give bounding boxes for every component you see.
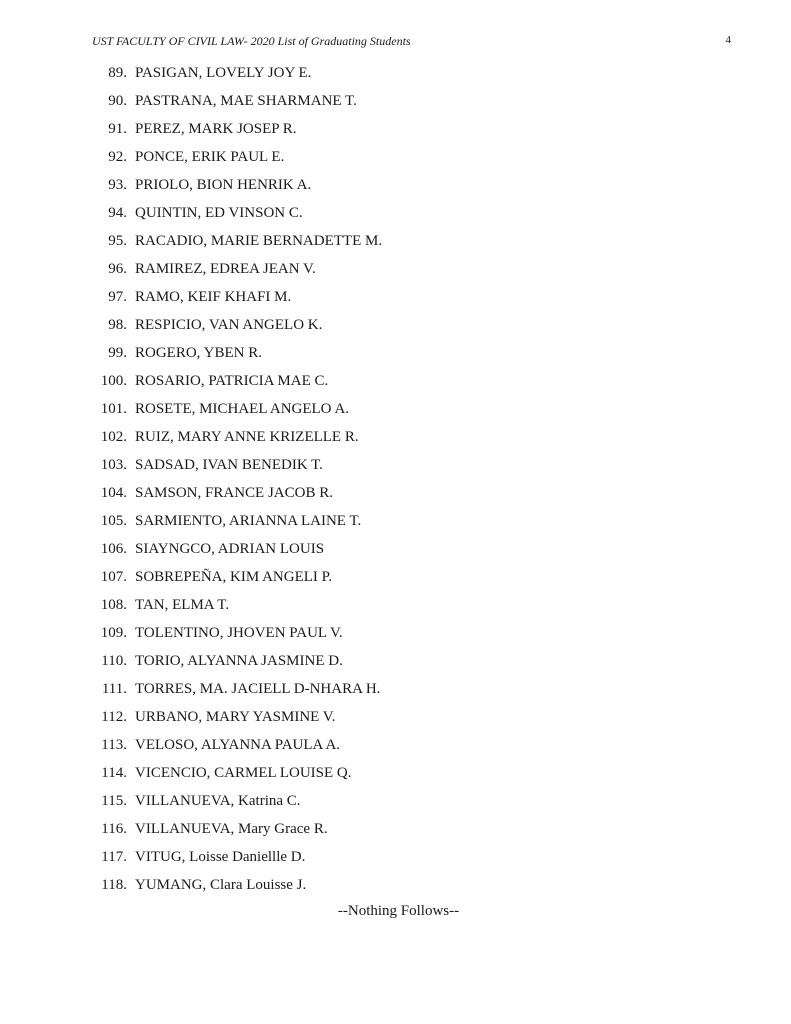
student-name: SARMIENTO, ARIANNA LAINE T.: [135, 513, 362, 529]
list-item: [0, 874, 791, 902]
student-number: 113.: [101, 737, 127, 753]
student-number: 114.: [101, 765, 127, 781]
list-item: [0, 678, 791, 706]
nothing-follows-note: --Nothing Follows--: [337, 903, 460, 919]
list-item: [0, 650, 791, 678]
list-item: [0, 762, 791, 790]
list-item: [0, 566, 791, 594]
student-name: PRIOLO, BION HENRIK A.: [135, 177, 312, 193]
student-name: VILLANUEVA, Mary Grace R.: [135, 821, 328, 837]
student-name: RAMO, KEIF KHAFI M.: [135, 289, 292, 305]
student-name: VILLANUEVA, Katrina C.: [135, 793, 301, 809]
student-number: 116.: [101, 821, 127, 837]
list-item: [0, 342, 791, 370]
student-name: PONCE, ERIK PAUL E.: [135, 149, 285, 165]
student-number: 99.: [108, 345, 127, 361]
student-number: 101.: [100, 401, 127, 417]
list-item: [0, 174, 791, 202]
list-item: [0, 230, 791, 258]
student-name: RACADIO, MARIE BERNADETTE M.: [135, 233, 383, 249]
list-item: [0, 790, 791, 818]
student-name: ROSETE, MICHAEL ANGELO A.: [135, 401, 350, 417]
student-name: PASIGAN, LOVELY JOY E.: [135, 65, 312, 81]
student-name: SADSAD, IVAN BENEDIK T.: [135, 457, 323, 473]
student-list: [0, 62, 791, 902]
list-item: [0, 734, 791, 762]
list-item: [0, 538, 791, 566]
student-name: RUIZ, MARY ANNE KRIZELLE R.: [135, 429, 359, 445]
student-name: PEREZ, MARK JOSEP R.: [135, 121, 297, 137]
student-number: 102.: [100, 429, 127, 445]
student-number: 103.: [100, 457, 127, 473]
student-number: 105.: [100, 513, 127, 529]
list-item: [0, 370, 791, 398]
list-item: [0, 454, 791, 482]
student-name: SAMSON, FRANCE JACOB R.: [135, 485, 333, 501]
student-number: 112.: [101, 709, 127, 725]
list-item: [0, 426, 791, 454]
student-name: QUINTIN, ED VINSON C.: [135, 205, 303, 221]
student-number: 108.: [100, 597, 127, 613]
student-name: TORIO, ALYANNA JASMINE D.: [135, 653, 343, 669]
student-number: 92.: [108, 149, 127, 165]
student-number: 117.: [101, 849, 127, 865]
student-name: SIAYNGCO, ADRIAN LOUIS: [135, 541, 325, 557]
student-number: 90.: [108, 93, 127, 109]
list-item: [0, 258, 791, 286]
student-name: SOBREPEÑA, KIM ANGELI P.: [135, 569, 333, 585]
student-number: 100.: [100, 373, 127, 389]
student-number: 118.: [101, 877, 127, 893]
student-number: 97.: [108, 289, 127, 305]
student-name: VICENCIO, CARMEL LOUISE Q.: [135, 765, 352, 781]
student-number: 91.: [108, 121, 127, 137]
student-name: TOLENTINO, JHOVEN PAUL V.: [135, 625, 343, 641]
student-name: YUMANG, Clara Louisse J.: [135, 877, 307, 893]
list-item: [0, 146, 791, 174]
list-item: [0, 706, 791, 734]
list-item: [0, 818, 791, 846]
student-number: 110.: [101, 653, 127, 669]
list-item: [0, 510, 791, 538]
student-name: ROGERO, YBEN R.: [135, 345, 262, 361]
student-number: 115.: [101, 793, 127, 809]
student-name: VELOSO, ALYANNA PAULA A.: [135, 737, 341, 753]
student-number: 95.: [108, 233, 127, 249]
student-number: 93.: [108, 177, 127, 193]
list-item: [0, 118, 791, 146]
student-number: 107.: [100, 569, 127, 585]
student-number: 94.: [108, 205, 127, 221]
student-name: RESPICIO, VAN ANGELO K.: [135, 317, 323, 333]
list-item: [0, 202, 791, 230]
student-number: 106.: [100, 541, 127, 557]
list-item: [0, 622, 791, 650]
student-number: 109.: [100, 625, 127, 641]
student-number: 89.: [108, 65, 127, 81]
list-item: [0, 398, 791, 426]
student-name: TORRES, MA. JACIELL D-NHARA H.: [135, 681, 381, 697]
list-item: [0, 314, 791, 342]
student-name: VITUG, Loisse Daniellle D.: [135, 849, 306, 865]
page-header: [92, 34, 731, 50]
student-number: 96.: [108, 261, 127, 277]
list-item: [0, 846, 791, 874]
student-name: ROSARIO, PATRICIA MAE C.: [135, 373, 329, 389]
list-item: [0, 62, 791, 90]
student-number: 98.: [108, 317, 127, 333]
list-item: [0, 286, 791, 314]
student-name: RAMIREZ, EDREA JEAN V.: [135, 261, 316, 277]
list-item: [0, 90, 791, 118]
student-number: 104.: [100, 485, 127, 501]
list-item: [0, 594, 791, 622]
header-title: UST FACULTY OF CIVIL LAW- 2020 List of Graduating Students: [92, 34, 411, 48]
list-item: [0, 482, 791, 510]
student-name: PASTRANA, MAE SHARMANE T.: [135, 93, 357, 109]
student-name: TAN, ELMA T.: [135, 597, 230, 613]
student-number: 111.: [101, 681, 127, 697]
student-name: URBANO, MARY YASMINE V.: [135, 709, 336, 725]
page-number: 4: [725, 34, 731, 46]
